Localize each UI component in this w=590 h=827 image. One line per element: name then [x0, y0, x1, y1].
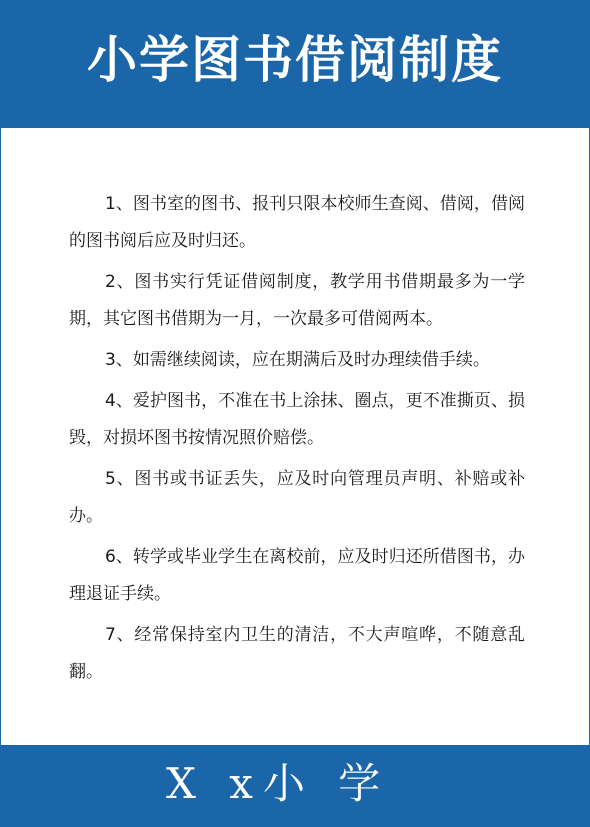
school-name: X x小 学: [166, 759, 391, 808]
page-title: 小学图书借阅制度: [87, 31, 503, 89]
rule-item-1: 1、图书室的图书、报刊只限本校师生查阅、借阅，借阅的图书阅后应及时归还。: [69, 194, 525, 251]
rules-list: [69, 186, 525, 695]
header-banner: [1, 0, 589, 128]
rule-item-3: 3、如需继续阅读，应在期满后及时办理续借手续。: [105, 350, 490, 370]
rule-item-6: 6、转学或毕业学生在离校前，应及时归还所借图书，办理退证手续。: [69, 547, 525, 604]
rule-item-4: 4、爱护图书，不准在书上涂抹、圈点，更不准撕页、损毁，对损坏图书按情况照价赔偿。: [69, 391, 525, 448]
rule-item-5: 5、图书或书证丢失，应及时向管理员声明、补赔或补办。: [69, 469, 525, 526]
rule-item-7: 7、经常保持室内卫生的清洁，不大声喧哗，不随意乱翻。: [69, 625, 525, 682]
rule-item-2: 2、图书实行凭证借阅制度，教学用书借期最多为一学期，其它图书借期为一月，一次最多可借阅两本。: [69, 272, 525, 329]
footer-banner: [1, 745, 589, 827]
